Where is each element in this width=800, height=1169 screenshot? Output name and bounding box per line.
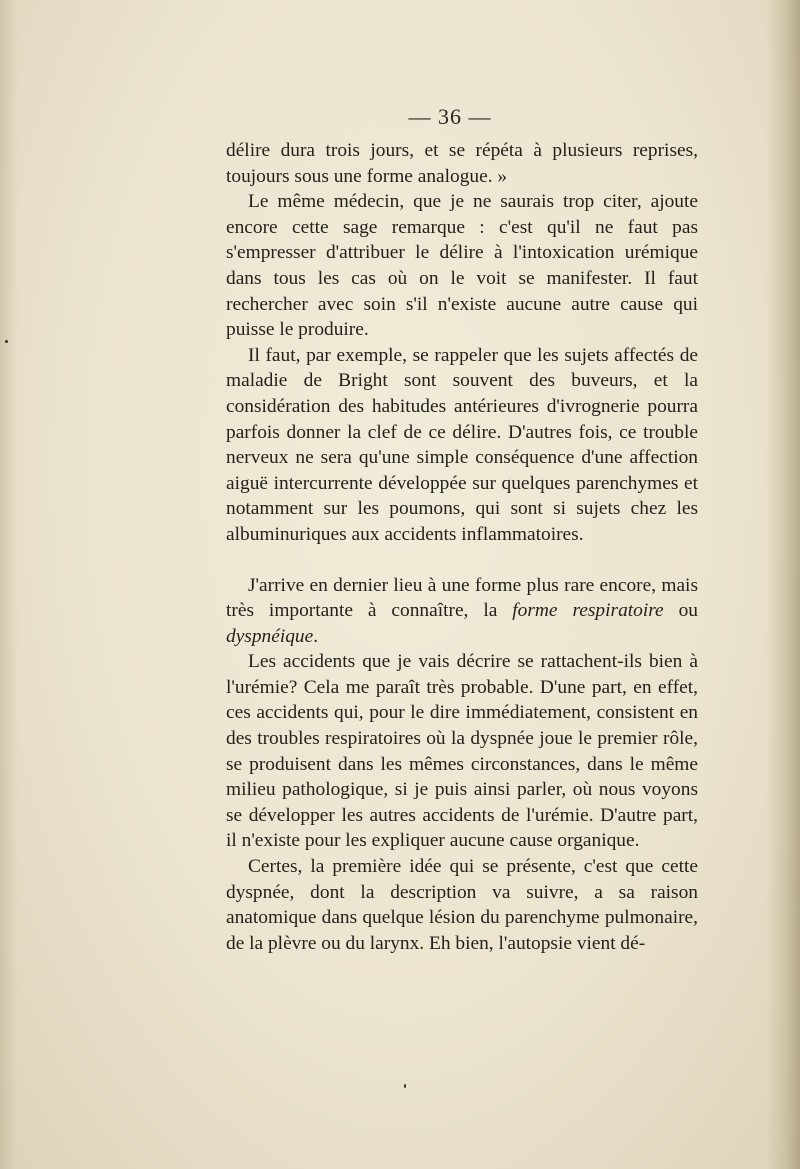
paragraph-4-text-before: J'arrive en dernier lieu à une forme plus rare encore, mais très importante à connaître, la <box>226 574 698 622</box>
term-dyspneique: dyspnéique <box>226 625 314 647</box>
paper-speck <box>404 1084 406 1088</box>
page-number: — 36 — <box>408 104 492 129</box>
paragraph-1: délire dura trois jours, et se répéta à plusieurs reprises, toujours sous une forme analogue. » <box>226 140 698 187</box>
paragraph-6: Certes, la première idée qui se présente, c'est que cette dyspnée, dont la description va suivre, a sa raison anatomique dans quelque lésion du parenchyme pulmonaire, de la plèvre ou du larynx. Eh bien, l'autopsie vient dé- <box>226 856 698 954</box>
body-text <box>226 138 698 956</box>
page-left-shadow <box>0 0 18 1169</box>
paragraph-5: Les accidents que je vais décrire se rattachent-ils bien à l'urémie? Cela me paraît très probable. D'une part, en effet, ces accidents qui, pour le dire immédiatement, consistent en des troubles respiratoires où la dyspnée joue le premier rôle, se produisent dans les mêmes circonstances, dans le même milieu pathologique, si je puis ainsi parler, où nous voyons se développer les autres accidents de l'urémie. D'autre part, il n'existe pour les expliquer aucune cause organique. <box>226 651 698 852</box>
paragraph-2: Le même médecin, que je ne saurais trop citer, ajoute encore cette sage remarque : c'est qu'il ne faut pas s'empresser d'attribuer le délire à l'intoxication urémique dans tous les cas où on le voit se manifester. Il faut rechercher avec soin s'il n'existe aucune autre cause qui puisse le produire. <box>226 191 698 341</box>
term-forme-respiratoire: forme respiratoire <box>512 600 664 622</box>
paragraph-4 <box>226 573 698 650</box>
paragraph-3: Il faut, par exemple, se rappeler que les sujets affectés de maladie de Bright sont souvent des buveurs, et la considération des habitudes antérieures d'ivrognerie pourra parfois donner la clef de ce délire. D'autres fois, ce trouble nerveux ne sera qu'une simple conséquence d'une affection aiguë intercurrente développée sur quelques parenchymes et notamment sur les poumons, qui sont si sujets chez les albuminuriques aux accidents inflammatoires. <box>226 344 698 545</box>
page-right-shadow <box>766 0 800 1169</box>
paper-speck <box>5 340 8 343</box>
paragraph-4-text-after: . <box>313 625 319 647</box>
paragraph-4-text-middle: ou <box>663 600 698 622</box>
